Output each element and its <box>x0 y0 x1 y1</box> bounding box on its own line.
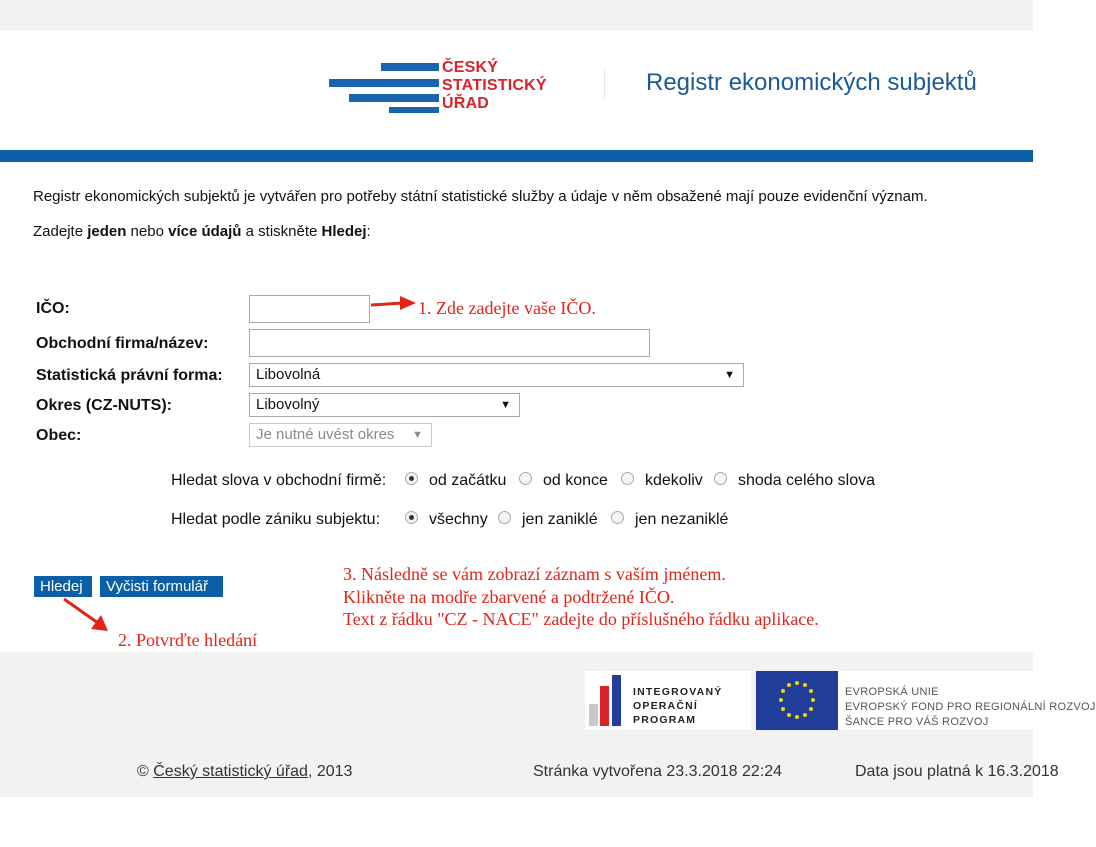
radio-label[interactable]: kdekoliv <box>645 472 703 489</box>
prompt-part: Zadejte <box>33 223 88 240</box>
iop-logo <box>585 671 751 730</box>
annotation-step3-line: 3. Následně se vám zobrazí záznam s vaším jménem. <box>343 564 726 584</box>
district-select[interactable] <box>249 393 520 417</box>
arrow-step2-icon <box>60 595 112 635</box>
radio-label[interactable]: jen zaniklé <box>522 511 598 528</box>
iop-logo-bar <box>600 686 609 726</box>
logo-bar <box>389 107 439 113</box>
header-bottom-bar <box>0 150 1033 162</box>
logo-text-line: ČESKÝ <box>442 59 499 76</box>
intro-text: Registr ekonomických subjektů je vytvářen pro potřeby státní statistické služby a údaje v něm obsažené mají pouze evidenční význam. <box>33 188 928 205</box>
iop-text-line: INTEGROVANÝ <box>633 686 723 698</box>
radio-od-zacatku[interactable] <box>405 472 418 485</box>
prompt-part: a stiskněte <box>241 223 322 240</box>
prompt-part: jeden <box>87 223 127 240</box>
page-created: Stránka vytvořena 23.3.2018 22:24 <box>533 763 783 780</box>
legal-form-value: Libovolná <box>256 366 321 383</box>
radio-shoda-celeho-slova[interactable] <box>714 472 727 485</box>
eu-text-line: ŠANCE PRO VÁŠ ROZVOJ <box>845 716 989 728</box>
dropdown-arrow-icon: ▼ <box>724 369 735 381</box>
logo-text-line: ÚŘAD <box>442 95 490 112</box>
iop-logo-bar <box>589 704 598 726</box>
radio-label[interactable]: shoda celého slova <box>738 472 875 489</box>
data-valid: Data jsou platná k 16.3.2018 <box>855 763 1059 780</box>
dropdown-arrow-icon: ▼ <box>500 399 511 411</box>
municipality-value: Je nutné uvést okres <box>256 426 395 443</box>
annotation-step1: 1. Zde zadejte vaše IČO. <box>418 298 596 318</box>
district-label: Okres (CZ-NUTS): <box>36 397 173 414</box>
search-closure-group <box>171 511 771 533</box>
municipality-label: Obec: <box>36 427 82 444</box>
annotation-step3-line: Text z řádku "CZ - NACE" zadejte do příslušného řádku aplikace. <box>343 609 819 629</box>
page-title: Registr ekonomických subjektů <box>646 69 977 96</box>
clear-form-button[interactable]: Vyčisti formulář <box>100 576 223 597</box>
arrow-step1-icon <box>368 294 420 316</box>
radio-label[interactable]: od konce <box>543 472 608 489</box>
search-words-label: Hledat slova v obchodní firmě: <box>171 472 387 489</box>
logo-bar <box>381 63 439 71</box>
logo-bar <box>349 94 439 102</box>
logo-text-line: STATISTICKÝ <box>442 77 547 94</box>
annotation-step3-line: Klikněte na modře zbarvené a podtržené IČO. <box>343 587 675 607</box>
ico-label: IČO: <box>36 300 70 317</box>
radio-od-konce[interactable] <box>519 472 532 485</box>
csu-link[interactable]: Český statistický úřad <box>153 763 308 780</box>
iop-text-line: PROGRAM <box>633 714 697 726</box>
legal-form-select[interactable] <box>249 363 744 387</box>
municipality-select[interactable] <box>249 423 432 447</box>
logo-bar <box>329 79 439 87</box>
ico-input[interactable] <box>249 295 370 323</box>
intro-prompt <box>33 223 371 240</box>
iop-text-line: OPERAČNÍ <box>633 700 699 712</box>
search-button[interactable]: Hledej <box>34 576 92 597</box>
radio-jen-zanikle[interactable] <box>498 511 511 524</box>
district-value: Libovolný <box>256 396 320 413</box>
name-input[interactable] <box>249 329 650 357</box>
top-strip <box>0 0 1033 30</box>
eu-text-line: EVROPSKÁ UNIE <box>845 686 939 698</box>
radio-label[interactable]: všechny <box>429 511 488 528</box>
csu-logo[interactable] <box>329 59 559 115</box>
prompt-part: : <box>366 223 371 240</box>
prompt-part: nebo <box>126 223 169 240</box>
radio-kdekoliv[interactable] <box>621 472 634 485</box>
prompt-part: více údajů <box>168 223 242 240</box>
header-separator <box>604 68 605 99</box>
eu-text-line: EVROPSKÝ FOND PRO REGIONÁLNÍ ROZVOJ <box>845 701 1096 713</box>
search-closure-label: Hledat podle zániku subjektu: <box>171 511 381 528</box>
copyright-prefix: © <box>137 763 154 780</box>
eu-stars-icon <box>756 671 838 730</box>
radio-label[interactable]: jen nezaniklé <box>635 511 729 528</box>
annotation-step2: 2. Potvrďte hledání <box>118 630 258 650</box>
radio-vsechny[interactable] <box>405 511 418 524</box>
dropdown-arrow-icon: ▼ <box>412 429 423 441</box>
search-words-group <box>171 472 891 494</box>
iop-logo-bar <box>612 675 621 726</box>
name-label: Obchodní firma/název: <box>36 335 209 352</box>
copyright <box>137 763 352 781</box>
prompt-part: Hledej <box>321 223 367 240</box>
copyright-suffix: , 2013 <box>307 763 353 780</box>
radio-label[interactable]: od začátku <box>429 472 507 489</box>
eu-logo <box>756 671 1096 730</box>
radio-jen-nezanikle[interactable] <box>611 511 624 524</box>
eu-flag-icon <box>756 671 838 730</box>
legal-form-label: Statistická právní forma: <box>36 367 223 384</box>
